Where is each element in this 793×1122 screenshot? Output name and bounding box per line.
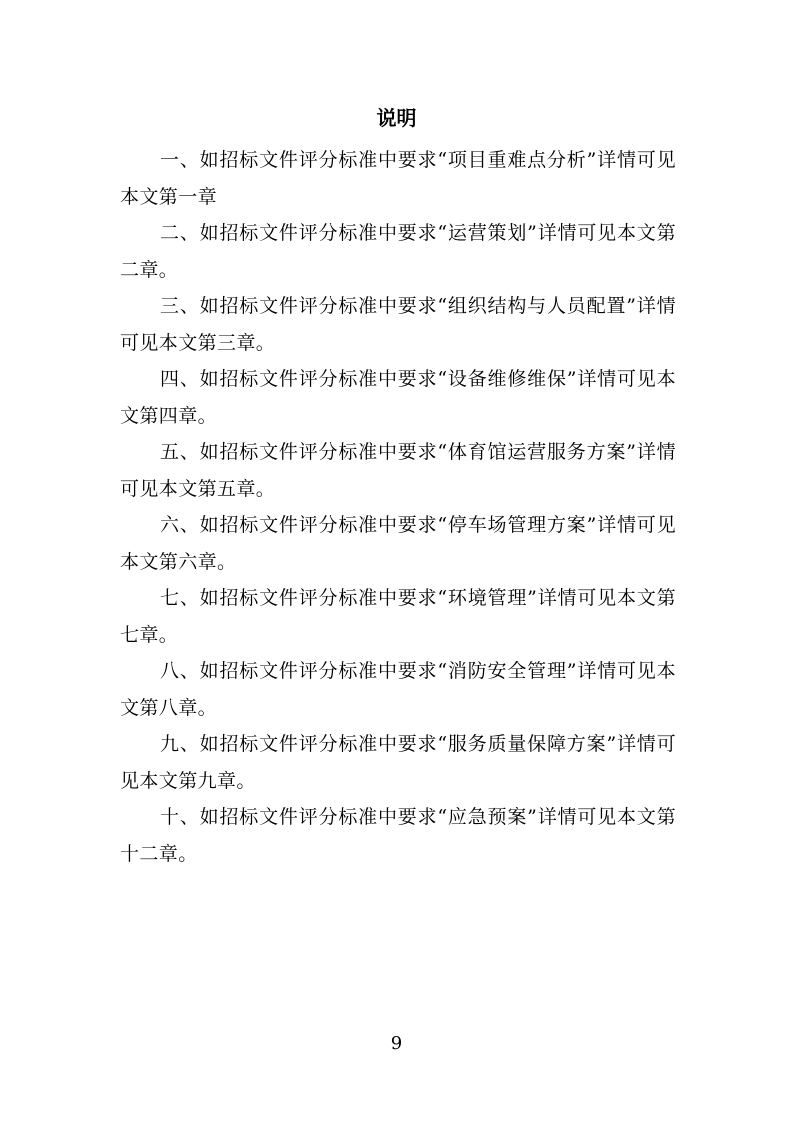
instruction-item: 三、如招标文件评分标准中要求“组织结构与人员配置”详情可见本文第三章。 — [120, 295, 676, 354]
page-number: 9 — [390, 1033, 403, 1054]
instruction-item: 五、如招标文件评分标准中要求“体育馆运营服务方案”详情可见本文第五章。 — [120, 441, 676, 500]
page-title: 说明 — [376, 106, 417, 130]
instruction-item: 四、如招标文件评分标准中要求“设备维修维保”详情可见本文第四章。 — [120, 368, 676, 427]
instruction-item: 八、如招标文件评分标准中要求“消防安全管理”详情可见本文第八章。 — [120, 660, 676, 719]
instruction-item: 二、如招标文件评分标准中要求“运营策划”详情可见本文第二章。 — [120, 222, 676, 281]
instruction-item: 一、如招标文件评分标准中要求“项目重难点分析”详情可见本文第一章 — [120, 149, 676, 208]
instruction-item: 十、如招标文件评分标准中要求“应急预案”详情可见本文第十二章。 — [120, 806, 676, 865]
instruction-list — [120, 142, 676, 872]
instruction-item: 六、如招标文件评分标准中要求“停车场管理方案”详情可见本文第六章。 — [120, 514, 676, 573]
instruction-item: 九、如招标文件评分标准中要求“服务质量保障方案”详情可见本文第九章。 — [120, 733, 676, 792]
instruction-item: 七、如招标文件评分标准中要求“环境管理”详情可见本文第七章。 — [120, 587, 676, 646]
